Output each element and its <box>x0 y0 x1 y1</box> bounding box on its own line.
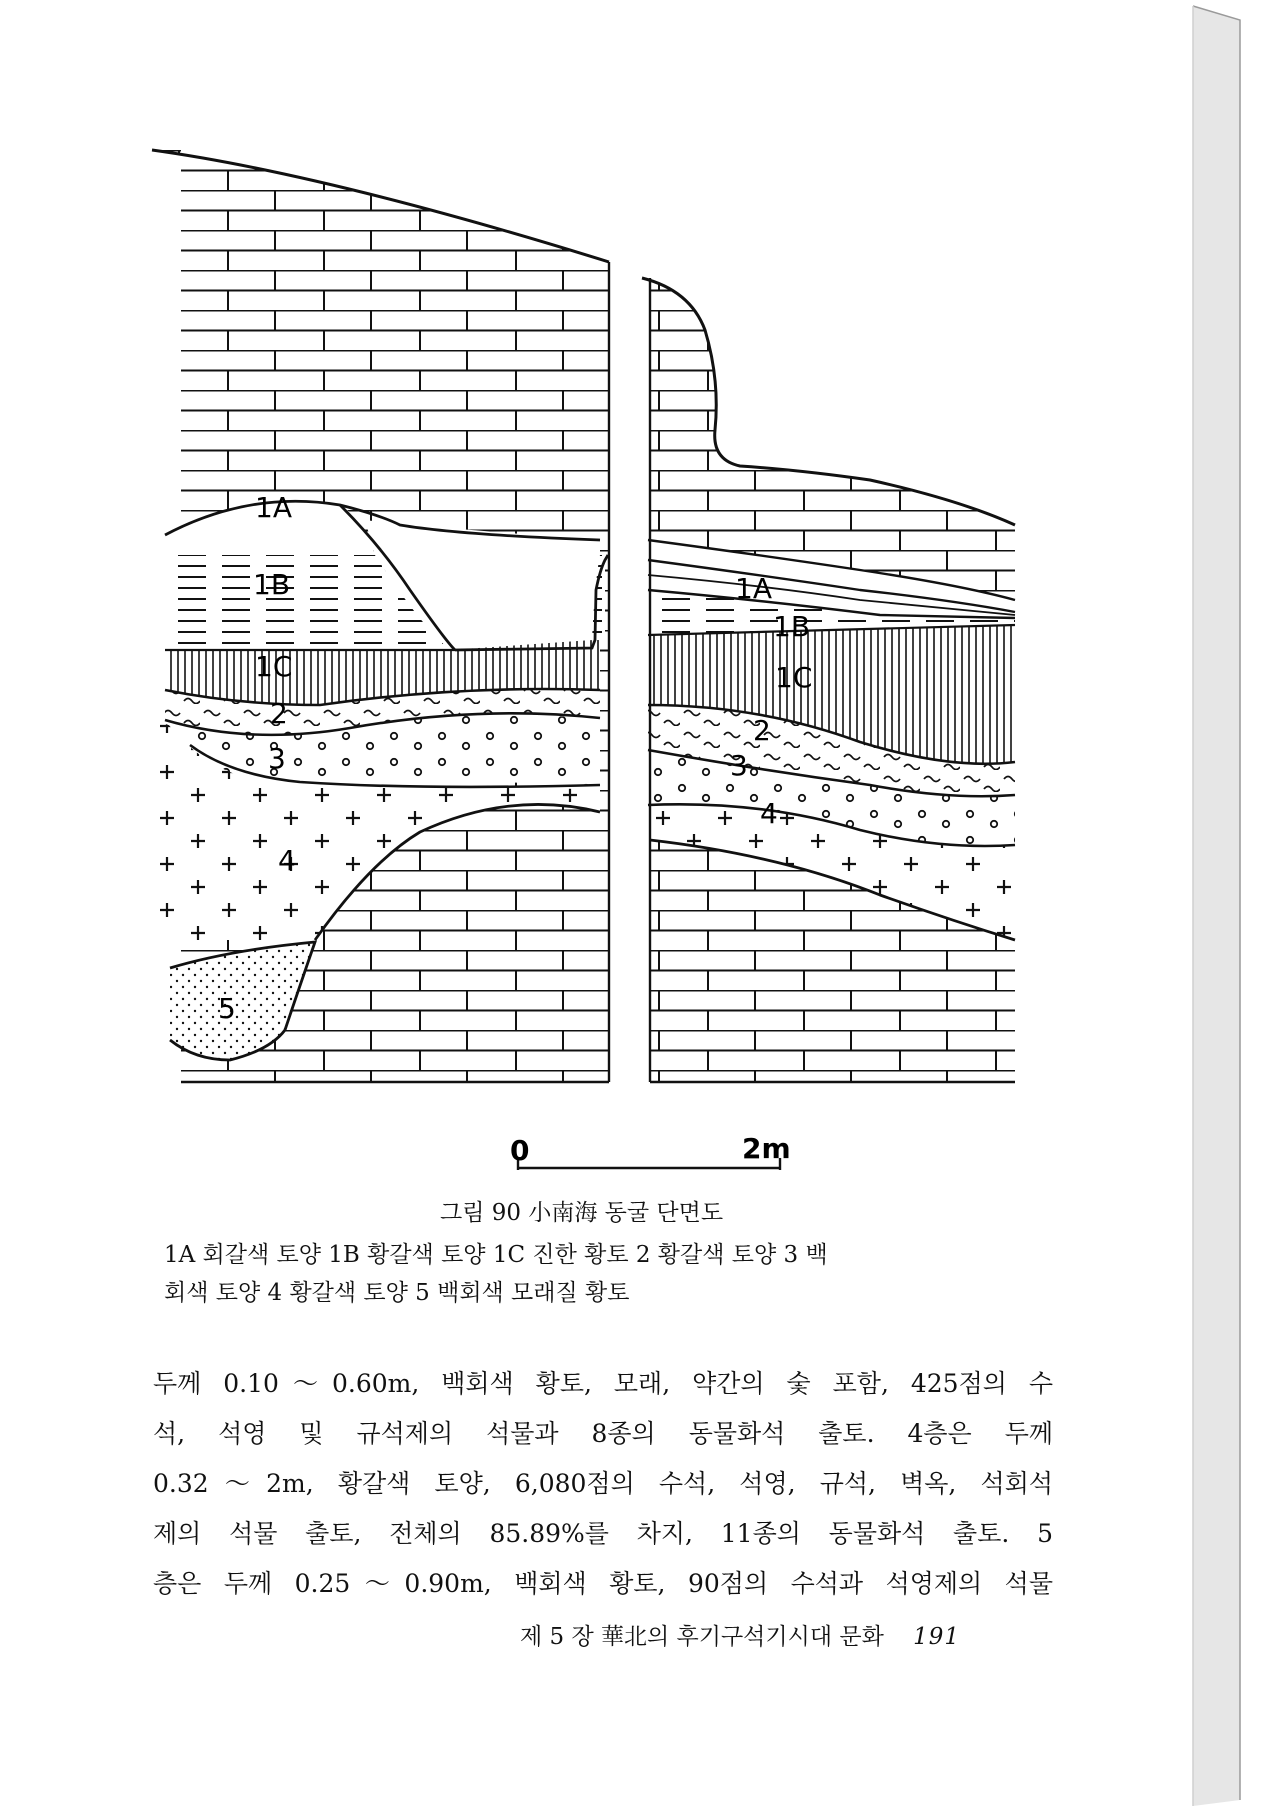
page-number: 191 <box>913 1624 961 1650</box>
body-text-line: 제의 석물 출토, 전체의 85.89%를 차지, 11종의 동물화석 출토. 5 <box>153 1519 1053 1548</box>
right-label-2: 2 <box>753 714 771 747</box>
right-section <box>642 278 1015 1082</box>
scale-end-label: 2m <box>742 1132 791 1165</box>
left-label-3: 3 <box>268 742 286 775</box>
right-label-1A: 1A <box>735 572 772 605</box>
right-label-4: 4 <box>760 797 778 830</box>
scale-start-label: 0 <box>510 1134 530 1167</box>
left-label-5: 5 <box>218 992 236 1025</box>
right-label-1B: 1B <box>773 610 811 643</box>
page-edge <box>1193 6 1240 1806</box>
body-text-line: 층은 두께 0.25～0.90m, 백회색 황토, 90점의 수석과 석영제의 석물 <box>153 1569 1053 1598</box>
left-section <box>152 150 609 1082</box>
body-text-line: 0.32～2m, 황갈색 토양, 6,080점의 수석, 석영, 규석, 벽옥, 석회석 <box>153 1469 1053 1498</box>
body-text-line: 석, 석영 및 규석제의 석물과 8종의 동물화석 출토. 4층은 두께 <box>153 1419 1053 1448</box>
scale-bar <box>510 1132 791 1170</box>
left-label-1A: 1A <box>255 491 292 524</box>
figure-legend-line-1: 1A 회갈색 토양 1B 황갈색 토양 1C 진한 황토 2 황갈색 토양 3 백 <box>164 1242 828 1268</box>
left-label-1B: 1B <box>253 568 291 601</box>
figure-legend-line-2: 회색 토양 4 황갈색 토양 5 백회색 모래질 황토 <box>164 1280 630 1306</box>
figure-caption-title: 그림 90 小南海 동굴 단면도 <box>440 1200 724 1226</box>
left-label-4: 4 <box>278 844 296 877</box>
left-label-2: 2 <box>270 697 288 730</box>
running-footer <box>520 1618 960 1651</box>
right-label-1C: 1C <box>775 661 813 694</box>
left-label-1C: 1C <box>255 650 293 683</box>
right-label-3: 3 <box>730 749 748 782</box>
body-text-line: 두께 0.10～0.60m, 백회색 황토, 모래, 약간의 숯 포함, 425점의 수 <box>153 1369 1053 1398</box>
chapter-title: 제 5 장 華北의 후기구석기시대 문화 <box>520 1624 884 1650</box>
